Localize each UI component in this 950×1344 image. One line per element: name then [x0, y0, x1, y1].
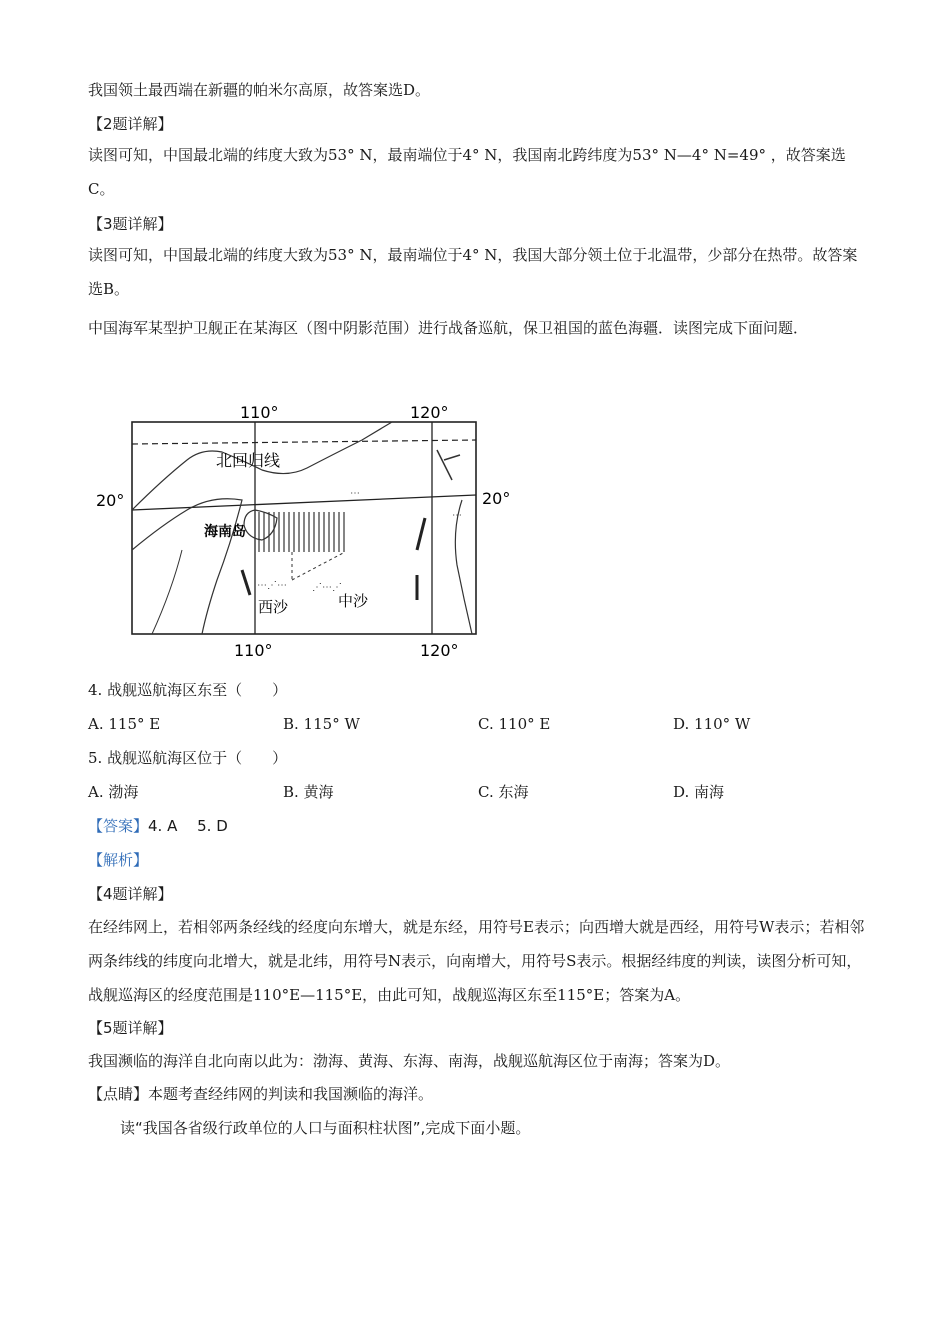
q5-option-d: D. 南海 — [673, 783, 725, 801]
svg-text:⋯: ⋯ — [452, 510, 462, 521]
answer-label: 【答案】 — [88, 817, 149, 835]
svg-text:⋯⋰⋯: ⋯⋰⋯ — [257, 580, 287, 591]
q1-tail: 我国领土最西端在新疆的帕米尔高原，故答案选D。 — [88, 81, 431, 99]
label-110-bottom: 110° — [234, 641, 273, 660]
island-bar-1 — [417, 518, 425, 550]
q3-explanation: 读图可知，中国最北端的纬度大致为53° N，最南端位于4° N，我国大部分领土位于北温带，少部分在热带。故答案选B。 — [88, 246, 858, 298]
q2-heading: 【2题详解】 — [88, 115, 173, 133]
q4-heading: 【4题详解】 — [88, 885, 173, 903]
taiwan-mark — [437, 450, 460, 480]
label-110-top: 110° — [240, 403, 279, 422]
svg-text:⋰⋯⋰: ⋰⋯⋰ — [312, 582, 342, 593]
label-hainan: 海南岛 — [204, 524, 246, 540]
label-120-bottom: 120° — [420, 641, 459, 660]
label-zhongsha: 中沙 — [338, 592, 369, 610]
label-20-right: 20° — [482, 489, 511, 508]
indochina-coast — [132, 499, 242, 634]
q4-option-b: B. 115° W — [283, 715, 360, 733]
svg-text:⋯: ⋯ — [350, 488, 360, 499]
q5-heading: 【5题详解】 — [88, 1019, 173, 1037]
q4-explanation: 在经纬网上，若相邻两条经线的经度向东增大，就是东经，用符号E表示；向西增大就是西经，用符号W表示；若相邻两条纬线的纬度向北增大，就是北纬，用符号N表示，向南增大，用符号S表示。根据经纬度的判读，读图分析可知，战舰巡海区的经度范围是110°E—115°E，由此可知，战舰巡海区东至115°E；答案为A。 — [88, 918, 865, 1004]
parallel-20 — [132, 495, 476, 510]
next-intro: 读“我国各省级行政单位的人口与面积柱状图”,完成下面小题。 — [120, 1119, 531, 1137]
answer-line — [88, 816, 868, 836]
dianjing-note: 【点睛】本题考查经纬网的判读和我国濒临的海洋。 — [88, 1085, 434, 1103]
xisha-bar — [242, 570, 250, 595]
questions-block — [88, 680, 868, 1146]
south-china-sea-map — [92, 400, 517, 662]
document-page — [88, 72, 868, 346]
question-intro: 中国海军某型护卫舰正在某海区（图中阴影范围）进行战备巡航，保卫祖国的蓝色海疆．读图完成下面问题． — [88, 319, 809, 337]
q4-option-c: C. 110° E — [478, 715, 551, 733]
q2-explanation: 读图可知，中国最北端的纬度大致为53° N，最南端位于4° N，我国南北跨纬度为53° N—4° N=49° ，故答案选C。 — [88, 146, 846, 198]
q3-heading: 【3题详解】 — [88, 215, 173, 233]
q4-option-d: D. 110° W — [673, 715, 751, 733]
answer-text: 4. A 5. D — [148, 817, 228, 835]
label-20-left: 20° — [96, 491, 125, 510]
q5-explanation: 我国濒临的海洋自北向南以此为：渤海、黄海、东海、南海，战舰巡航海区位于南海；答案为D。 — [88, 1052, 731, 1070]
label-120-top: 120° — [410, 403, 449, 422]
tropic-of-cancer-line — [132, 440, 476, 444]
q4-options — [88, 714, 868, 734]
q5-option-c: C. 东海 — [478, 783, 529, 801]
patrol-area — [255, 512, 345, 552]
q5-stem: 5. 战舰巡航海区位于（ ） — [88, 749, 288, 767]
q4-stem: 4. 战舰巡航海区东至（ ） — [88, 681, 288, 699]
q5-options — [88, 782, 868, 802]
q5-option-a: A. 渤海 — [88, 783, 139, 801]
inland-border — [152, 550, 182, 634]
q5-option-b: B. 黄海 — [283, 783, 334, 801]
analysis-label: 【解析】 — [88, 851, 149, 869]
label-tropic: 北回归线 — [216, 451, 281, 470]
q4-option-a: A. 115° E — [88, 715, 161, 733]
label-xisha: 西沙 — [258, 598, 289, 616]
